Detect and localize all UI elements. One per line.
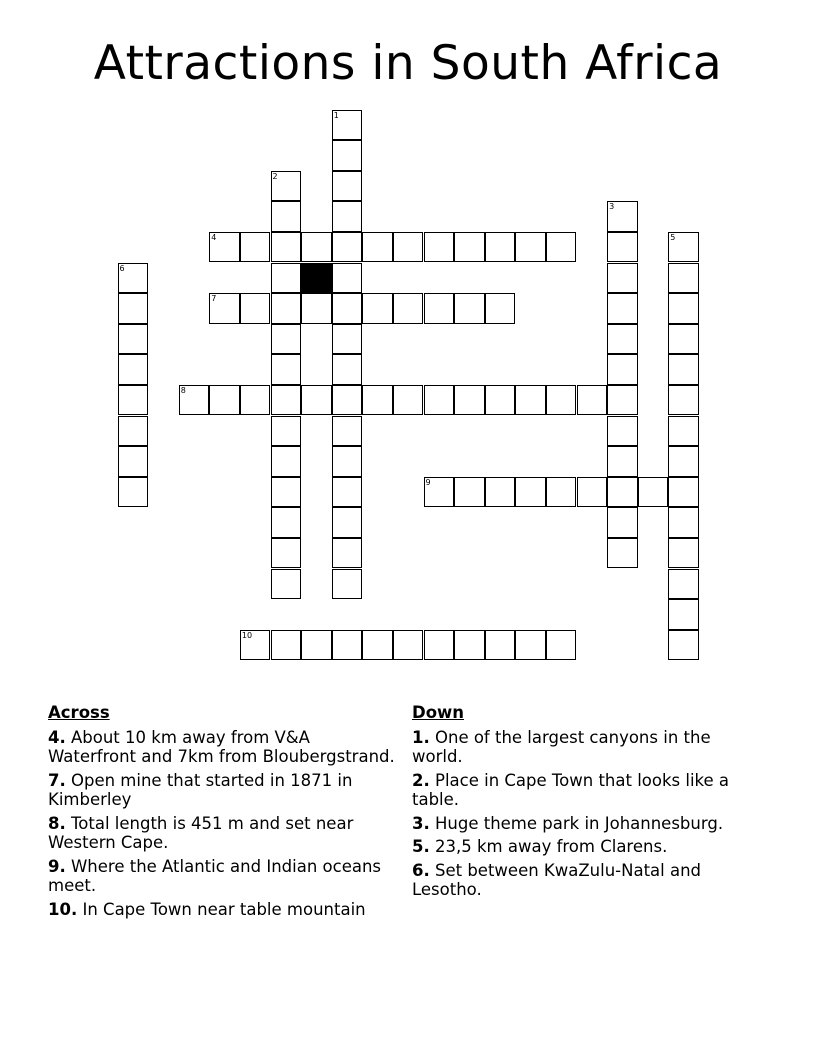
grid-cell[interactable] xyxy=(118,263,149,294)
grid-cell[interactable] xyxy=(118,293,149,324)
grid-cell[interactable] xyxy=(485,477,516,508)
grid-cell[interactable] xyxy=(607,477,638,508)
clue-text: Total length is 451 m and set near Western Cape. xyxy=(48,813,354,852)
down-clues xyxy=(412,703,762,904)
grid-cell[interactable] xyxy=(607,416,638,447)
grid-cell[interactable] xyxy=(454,477,485,508)
grid-cell[interactable] xyxy=(332,538,363,569)
grid-cell[interactable] xyxy=(424,385,455,416)
grid-cell[interactable] xyxy=(332,385,363,416)
grid-cell[interactable] xyxy=(424,477,455,508)
clue-number: 7. xyxy=(48,770,66,790)
cell-number: 5 xyxy=(670,232,676,242)
grid-cell[interactable] xyxy=(362,293,393,324)
clue-across xyxy=(48,900,398,920)
grid-cell[interactable] xyxy=(271,201,302,232)
clue-number: 2. xyxy=(412,770,430,790)
clue-number: 6. xyxy=(412,860,430,880)
clue-across xyxy=(48,728,398,767)
grid-cell[interactable] xyxy=(393,293,424,324)
grid-cell[interactable] xyxy=(668,232,699,263)
clue-text: About 10 km away from V&A Waterfront and 7km from Bloubergstrand. xyxy=(48,727,395,766)
grid-cell[interactable] xyxy=(668,293,699,324)
clue-text: Huge theme park in Johannesburg. xyxy=(429,813,724,833)
clue-text: Open mine that started in 1871 in Kimberley xyxy=(48,770,353,809)
grid-cell[interactable] xyxy=(546,232,577,263)
clue-text: Set between KwaZulu-Natal and Lesotho. xyxy=(412,860,702,899)
grid-cell[interactable] xyxy=(668,354,699,385)
clue-down xyxy=(412,771,762,810)
grid-cell[interactable] xyxy=(577,477,608,508)
grid-cell[interactable] xyxy=(271,477,302,508)
grid-cell[interactable] xyxy=(271,263,302,294)
cell-number: 7 xyxy=(211,294,217,304)
grid-cell[interactable] xyxy=(362,385,393,416)
grid-cell[interactable] xyxy=(607,201,638,232)
grid-cell[interactable] xyxy=(209,385,240,416)
grid-cell[interactable] xyxy=(240,293,271,324)
grid-cell[interactable] xyxy=(454,232,485,263)
grid-cell[interactable] xyxy=(454,630,485,661)
grid-cell[interactable] xyxy=(332,263,363,294)
grid-cell[interactable] xyxy=(118,446,149,477)
grid-cell[interactable] xyxy=(118,385,149,416)
grid-cell[interactable] xyxy=(271,446,302,477)
grid-cell[interactable] xyxy=(271,385,302,416)
grid-cell[interactable] xyxy=(546,630,577,661)
grid-cell[interactable] xyxy=(668,446,699,477)
grid-cell[interactable] xyxy=(332,232,363,263)
grid-cell[interactable] xyxy=(668,263,699,294)
clue-across xyxy=(48,771,398,810)
grid-cell[interactable] xyxy=(607,446,638,477)
grid-cell[interactable] xyxy=(668,538,699,569)
grid-cell[interactable] xyxy=(607,507,638,538)
grid-cell[interactable] xyxy=(424,293,455,324)
puzzle-title: Attractions in South Africa xyxy=(93,36,723,91)
clue-text: Place in Cape Town that looks like a table. xyxy=(412,770,730,809)
grid-cell[interactable] xyxy=(332,569,363,600)
grid-cell[interactable] xyxy=(332,507,363,538)
grid-cell[interactable] xyxy=(301,293,332,324)
cell-number: 1 xyxy=(333,110,339,120)
grid-cell[interactable] xyxy=(332,140,363,171)
grid-cell[interactable] xyxy=(668,599,699,630)
grid-cell[interactable] xyxy=(546,385,577,416)
grid-cell[interactable] xyxy=(515,385,546,416)
grid-cell[interactable] xyxy=(240,630,271,661)
grid-cell[interactable] xyxy=(607,385,638,416)
grid-cell[interactable] xyxy=(332,110,363,141)
grid-cell[interactable] xyxy=(607,232,638,263)
cell-number: 4 xyxy=(211,232,217,242)
grid-cell[interactable] xyxy=(607,354,638,385)
grid-cell[interactable] xyxy=(485,630,516,661)
black-square xyxy=(301,263,332,294)
cell-number: 3 xyxy=(609,202,615,212)
clue-number: 9. xyxy=(48,856,66,876)
grid-cell[interactable] xyxy=(638,477,669,508)
grid-cell[interactable] xyxy=(485,293,516,324)
grid-cell[interactable] xyxy=(118,416,149,447)
clue-across xyxy=(48,814,398,853)
grid-cell[interactable] xyxy=(271,293,302,324)
grid-cell[interactable] xyxy=(301,630,332,661)
grid-cell[interactable] xyxy=(485,232,516,263)
grid-cell[interactable] xyxy=(332,171,363,202)
grid-cell[interactable] xyxy=(362,630,393,661)
cell-number: 6 xyxy=(119,263,125,273)
grid-cell[interactable] xyxy=(668,477,699,508)
clue-down xyxy=(412,861,762,900)
grid-cell[interactable] xyxy=(271,569,302,600)
grid-cell[interactable] xyxy=(332,416,363,447)
grid-cell[interactable] xyxy=(668,385,699,416)
clue-down xyxy=(412,837,762,857)
grid-cell[interactable] xyxy=(393,385,424,416)
grid-cell[interactable] xyxy=(577,385,608,416)
grid-cell[interactable] xyxy=(332,324,363,355)
grid-cell[interactable] xyxy=(393,630,424,661)
cell-number: 2 xyxy=(272,171,278,181)
across-heading: Across xyxy=(48,703,110,722)
grid-cell[interactable] xyxy=(515,630,546,661)
grid-cell[interactable] xyxy=(454,293,485,324)
grid-cell[interactable] xyxy=(118,477,149,508)
grid-cell[interactable] xyxy=(271,416,302,447)
clue-down xyxy=(412,728,762,767)
grid-cell[interactable] xyxy=(271,324,302,355)
grid-cell[interactable] xyxy=(301,232,332,263)
clue-number: 3. xyxy=(412,813,430,833)
clue-text: Where the Atlantic and Indian oceans meet. xyxy=(48,856,382,895)
clue-number: 5. xyxy=(412,837,430,856)
grid-cell[interactable] xyxy=(668,507,699,538)
grid-cell[interactable] xyxy=(332,293,363,324)
cell-number: 10 xyxy=(241,630,253,640)
grid-cell[interactable] xyxy=(454,385,485,416)
grid-cell[interactable] xyxy=(118,354,149,385)
clue-text: One of the largest canyons in the world. xyxy=(412,727,711,766)
grid-cell[interactable] xyxy=(271,507,302,538)
grid-cell[interactable] xyxy=(240,385,271,416)
grid-cell[interactable] xyxy=(515,232,546,263)
clue-down xyxy=(412,814,762,834)
clue-text: 23,5 km away from Clarens. xyxy=(429,837,668,856)
clue-number: 10. xyxy=(48,899,78,919)
grid-cell[interactable] xyxy=(332,477,363,508)
clue-number: 8. xyxy=(48,813,66,833)
grid-cell[interactable] xyxy=(271,354,302,385)
down-heading: Down xyxy=(412,703,465,722)
grid-cell[interactable] xyxy=(301,385,332,416)
clue-number: 4. xyxy=(48,727,66,747)
grid-cell[interactable] xyxy=(332,630,363,661)
grid-cell[interactable] xyxy=(607,324,638,355)
cell-number: 9 xyxy=(425,477,431,487)
grid-cell[interactable] xyxy=(424,232,455,263)
grid-cell[interactable] xyxy=(393,232,424,263)
clue-text: In Cape Town near table mountain xyxy=(77,899,366,919)
grid-cell[interactable] xyxy=(546,477,577,508)
grid-cell[interactable] xyxy=(362,232,393,263)
cell-number: 8 xyxy=(180,385,186,395)
grid-cell[interactable] xyxy=(515,477,546,508)
grid-cell[interactable] xyxy=(118,324,149,355)
grid-cell[interactable] xyxy=(209,293,240,324)
grid-cell[interactable] xyxy=(271,630,302,661)
grid-cell[interactable] xyxy=(668,324,699,355)
grid-cell[interactable] xyxy=(607,293,638,324)
grid-cell[interactable] xyxy=(485,385,516,416)
grid-cell[interactable] xyxy=(332,354,363,385)
across-clues xyxy=(48,703,398,923)
grid-cell[interactable] xyxy=(332,446,363,477)
grid-cell[interactable] xyxy=(668,416,699,447)
grid-cell[interactable] xyxy=(668,569,699,600)
grid-cell[interactable] xyxy=(332,201,363,232)
grid-cell[interactable] xyxy=(271,171,302,202)
grid-cell[interactable] xyxy=(668,630,699,661)
grid-cell[interactable] xyxy=(271,232,302,263)
grid-cell[interactable] xyxy=(179,385,210,416)
clue-number: 1. xyxy=(412,727,430,747)
grid-cell[interactable] xyxy=(607,263,638,294)
grid-cell[interactable] xyxy=(240,232,271,263)
clue-across xyxy=(48,857,398,896)
grid-cell[interactable] xyxy=(607,538,638,569)
grid-cell[interactable] xyxy=(271,538,302,569)
grid-cell[interactable] xyxy=(209,232,240,263)
grid-cell[interactable] xyxy=(424,630,455,661)
